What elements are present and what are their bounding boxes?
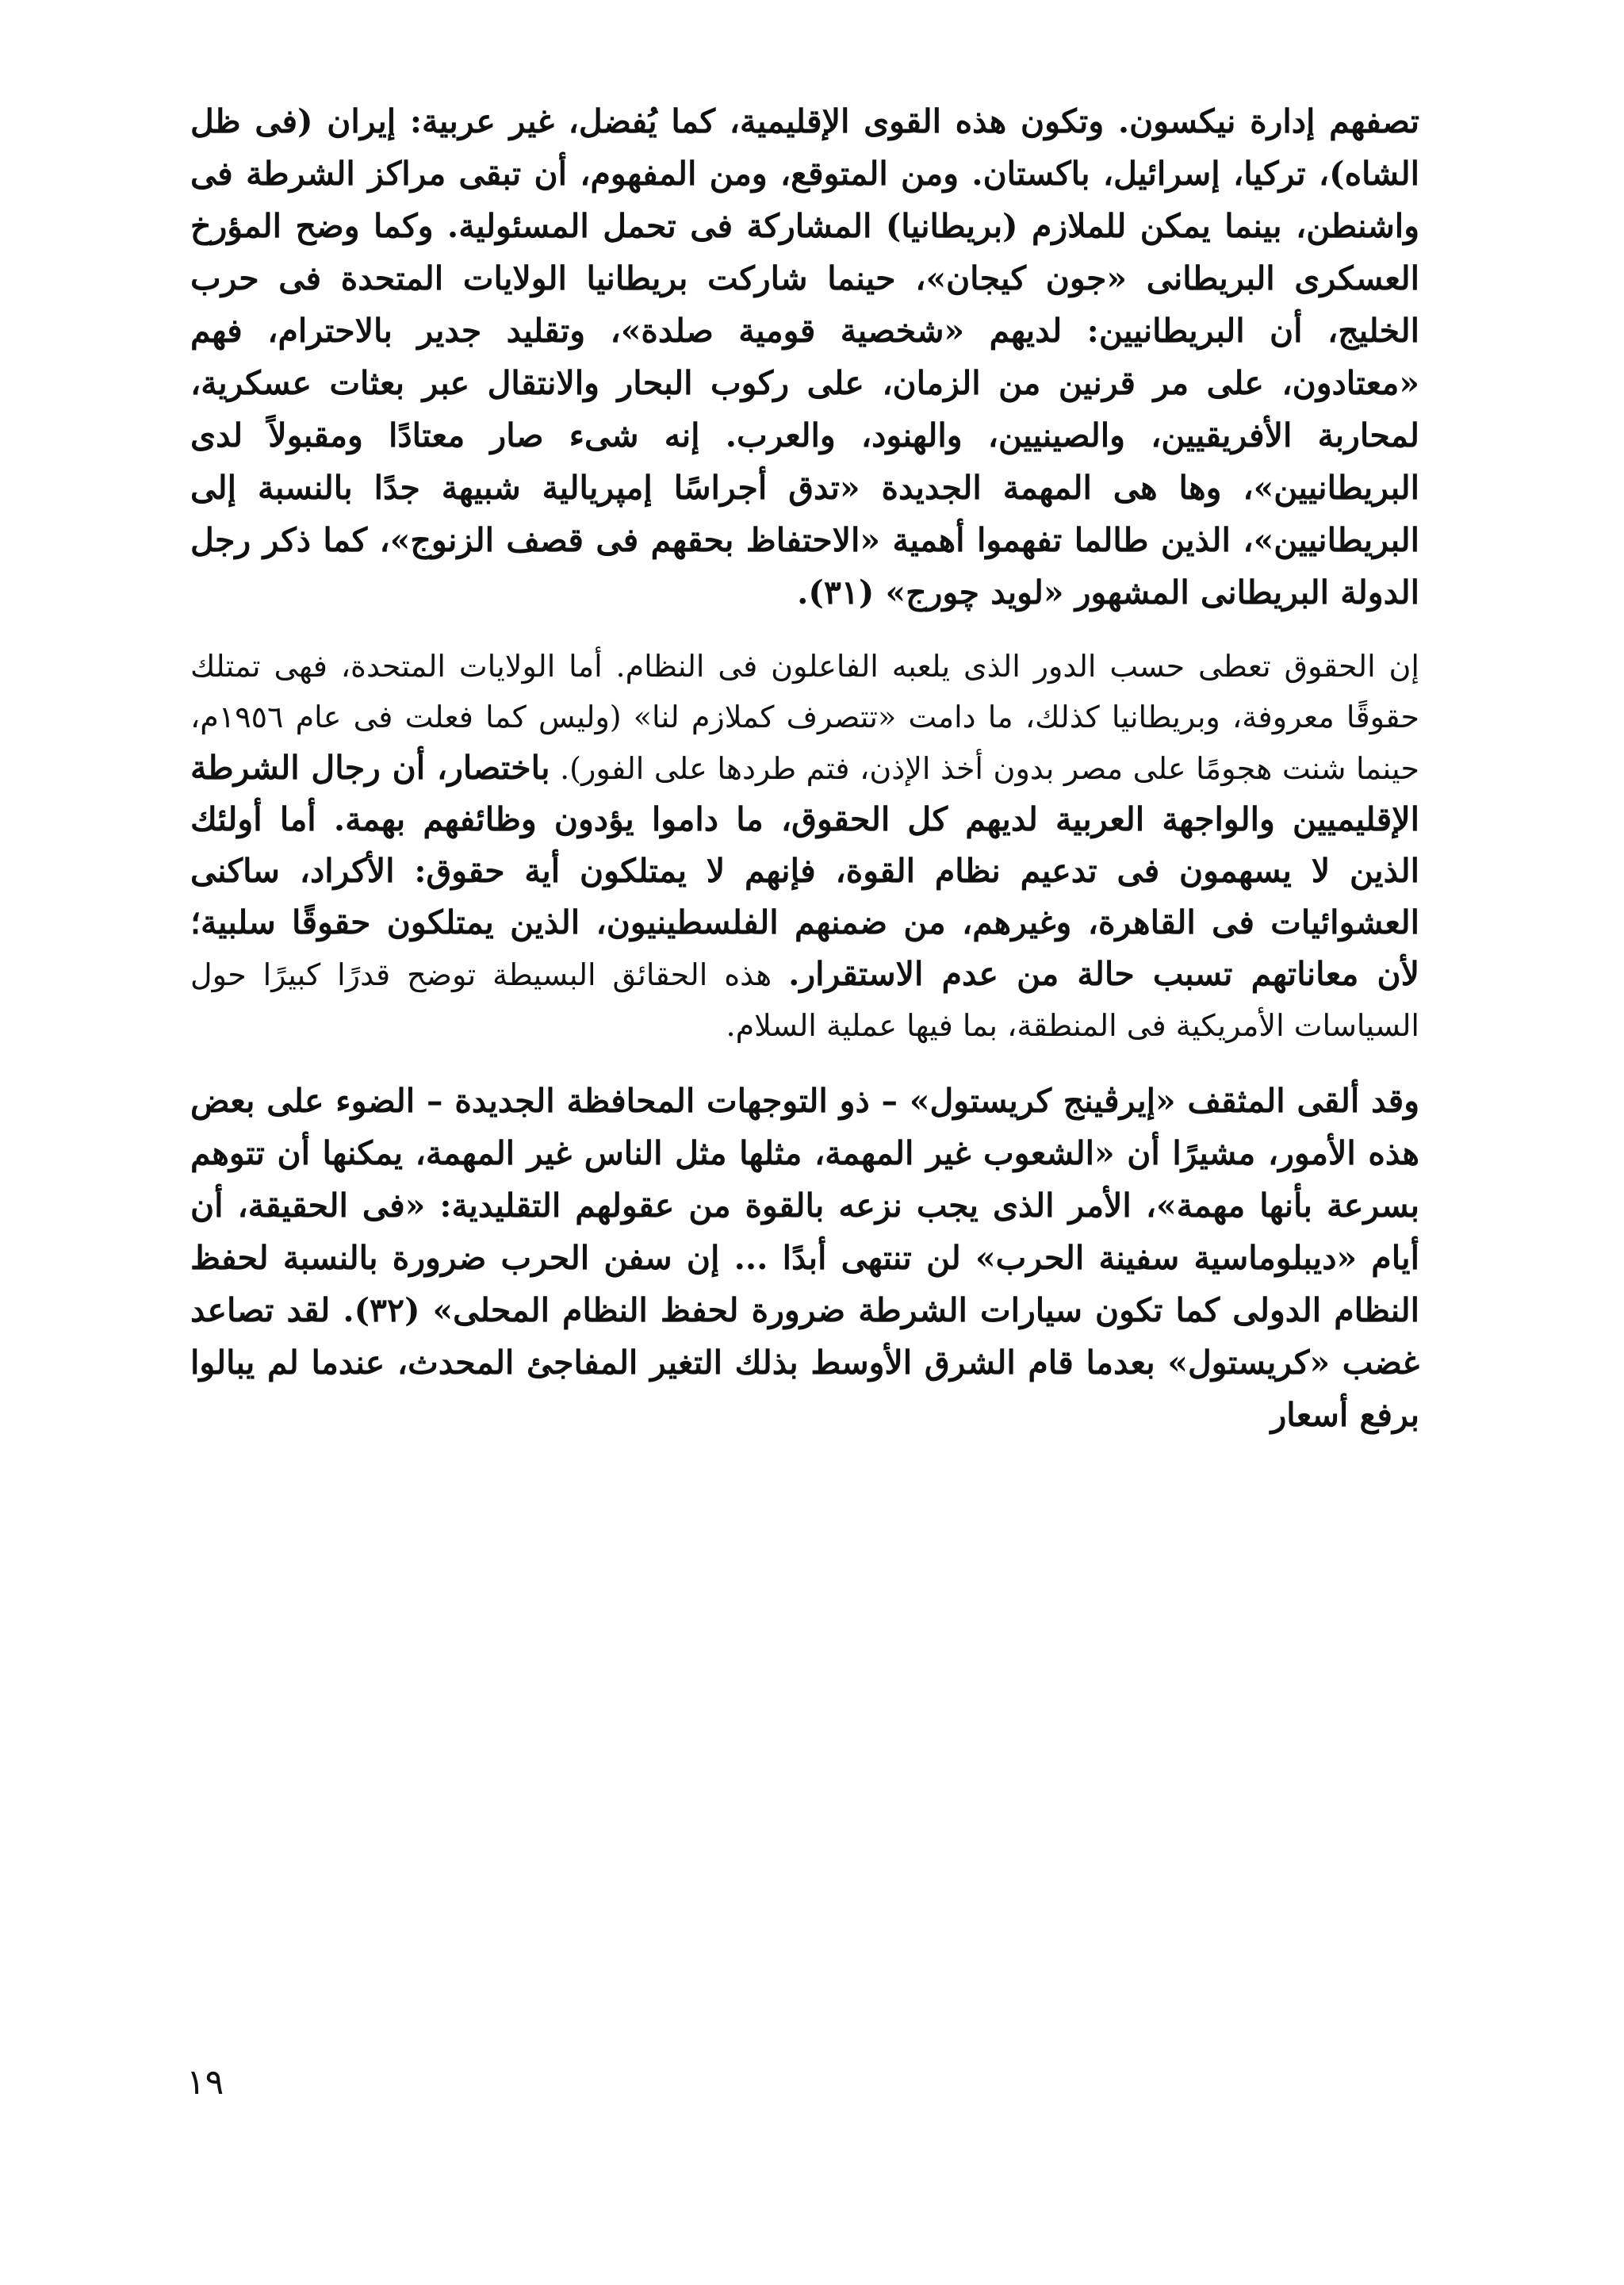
- text-column: [190, 95, 1419, 1441]
- paragraph-2-bold-text: باختصار، أن رجال الشرطة الإقليميين والواجهة العربية لديهم كل الحقوق، ما داموا يؤدون وظائفهم بهمة. أما أولئك الذين لا يسهمون فى تدعيم نظام القوة، فإنهم لا يمتلكون أية حقوق: الأكراد، ساكنى العشوائيات فى القاهرة، وغيرهم، من ضمنهم الفلسطينيون، الذين يمتلكون حقوقًا سلبية؛ لأن معاناتهم تسبب حالة من عدم الاستقرار.: [190, 749, 1419, 993]
- paragraph-1: تصفهم إدارة نيكسون. وتكون هذه القوى الإقليمية، كما يُفضل، غير عربية: إيران (فى ظل الشاه)، تركيا، إسرائيل، باكستان. ومن المتوقع، ومن المفهوم، أن تبقى مراكز الشرطة فى واشنطن، بينما يمكن للملازم (بريطانيا) المشاركة فى تحمل المسئولية. وكما وضح المؤرخ العسكرى البريطانى «جون كيجان»، حينما شاركت بريطانيا الولايات المتحدة فى حرب الخليج، أن البريطانيين: لديهم «شخصية قومية صلدة»، وتقليد جدير بالاحترام، فهم «معتادون، على مر قرنين من الزمان، على ركوب البحار والانتقال عبر بعثات عسكرية، لمحاربة الأفريقيين، والصينيين، والهنود، والعرب. إنه شىء صار معتادًا ومقبولاً لدى البريطانيين»، وها هى المهمة الجديدة «تدق أجراسًا إمپريالية شبيهة جدًا بالنسبة إلى البريطانيين»، الذين طالما تفهموا أهمية «الاحتفاظ بحقهم فى قصف الزنوج»، كما ذكر رجل الدولة البريطانى المشهور «لويد چورج» (٣١).: [190, 102, 1419, 612]
- paragraph-2: [190, 641, 1419, 1051]
- page-number: ١٩: [186, 2062, 224, 2103]
- paragraph-3: وقد ألقى المثقف «إيرڤينج كريستول» – ذو التوجهات المحافظة الجديدة – الضوء على بعض هذه الأمور، مشيرًا أن «الشعوب غير المهمة، مثلها مثل الناس غير المهمة، يمكنها أن تتوهم بسرعة بأنها مهمة»، الأمر الذى يجب نزعه بالقوة من عقولهم التقليدية: «فى الحقيقة، أن أيام «ديبلوماسية سفينة الحرب» لن تنتهى أبدًا ... إن سفن الحرب ضرورة بالنسبة لحفظ النظام الدولى كما تكون سيارات الشرطة ضرورة لحفظ النظام المحلى» (٣٢). لقد تصاعد غضب «كريستول» بعدما قام الشرق الأوسط بذلك التغير المفاجئ المحدث، عندما لم يبالوا برفع أسعار: [190, 1082, 1419, 1434]
- paragraph-2-plain-tail: هذه الحقائق البسيطة توضح قدرًا كبيرًا حول السياسات الأمريكية فى المنطقة، بما فيها عملية السلام.: [190, 957, 1419, 1043]
- paragraph-2-plain-text: إن الحقوق تعطى حسب الدور الذى يلعبه الفاعلون فى النظام. أما الولايات المتحدة، فهى تمتلك حقوقًا معروفة، وبريطانيا كذلك، ما دامت «تتصرف كملازم لنا» (وليس كما فعلت فى عام ١٩٥٦م، حينما شنت هجومًا على مصر بدون أخذ الإذن، فتم طردها على الفور).: [190, 649, 1419, 786]
